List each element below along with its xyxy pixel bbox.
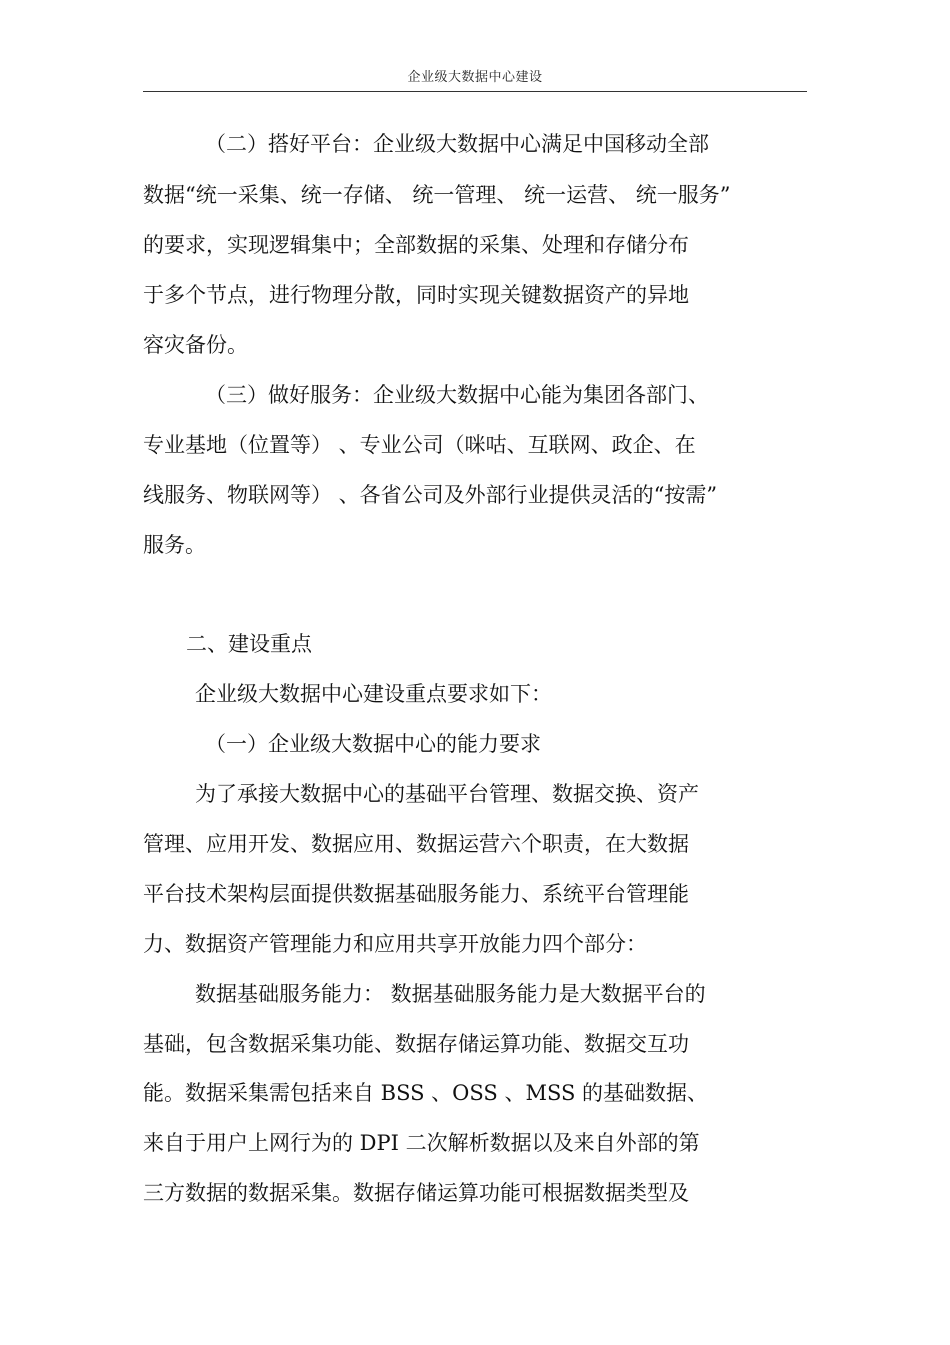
paragraph-line: 于多个节点，进行物理分散，同时实现关键数据资产的异地 [143, 283, 689, 307]
paragraph-line: 基础，包含数据采集功能、数据存储运算功能、数据交互功 [143, 1032, 689, 1056]
paragraph-line: 来自于用户上网行为的 DPI 二次解析数据以及来自外部的第 [143, 1131, 700, 1155]
header-title: 企业级大数据中心建设 [407, 70, 543, 85]
paragraph-line: 为了承接大数据中心的基础平台管理、数据交换、资产 [195, 782, 699, 806]
header-divider [143, 91, 807, 92]
paragraph-line: 企业级大数据中心建设重点要求如下： [195, 682, 552, 706]
paragraph-line: 数据基础服务能力： 数据基础服务能力是大数据平台的 [195, 982, 706, 1006]
paragraph-line: 服务。 [143, 533, 206, 557]
paragraph-line: 专业基地（位置等） 、专业公司（咪咕、互联网、政企、在 [143, 433, 696, 457]
section-heading: 二、建设重点 [186, 632, 312, 656]
paragraph-line: 管理、应用开发、数据应用、数据运营六个职责，在大数据 [143, 832, 689, 856]
paragraph-line: 平台技术架构层面提供数据基础服务能力、系统平台管理能 [143, 882, 689, 906]
paragraph-line: 三方数据的数据采集。数据存储运算功能可根据数据类型及 [143, 1181, 689, 1205]
paragraph-line: 能。数据采集需包括来自 BSS 、OSS 、MSS 的基础数据、 [143, 1081, 709, 1105]
paragraph-line: 数据“统一采集、统一存储、 统一管理、 统一运营、 统一服务” [143, 183, 731, 207]
subsection-heading: （一）企业级大数据中心的能力要求 [205, 732, 541, 756]
paragraph-line: （三）做好服务：企业级大数据中心能为集团各部门、 [205, 383, 709, 407]
paragraph-line: 线服务、物联网等） 、各省公司及外部行业提供灵活的“按需” [143, 483, 718, 507]
paragraph-line: 容灾备份。 [143, 333, 248, 357]
paragraph-line: 力、数据资产管理能力和应用共享开放能力四个部分： [143, 932, 647, 956]
paragraph-line: （二）搭好平台：企业级大数据中心满足中国移动全部 [205, 132, 709, 156]
paragraph-line: 的要求，实现逻辑集中；全部数据的采集、处理和存储分布 [143, 233, 689, 257]
